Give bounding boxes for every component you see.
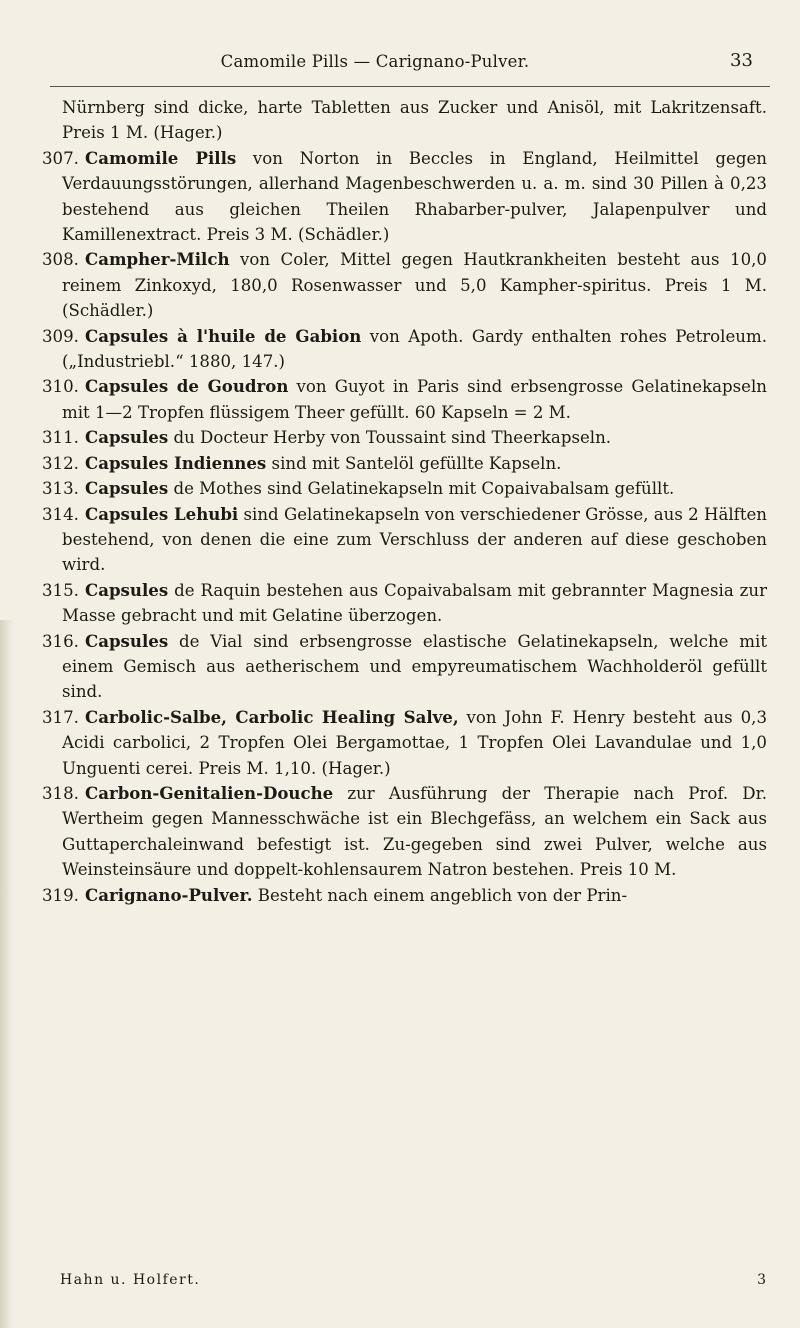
entry-body: von Norton in Beccles in England, Heilmittel gegen Verdauungsstörungen, allerhand Magenbeschwerden u. a. m. sind 30 Pillen à 0,23 bestehend aus gleichen Theilen Rhabarber-pulver, Jalapenpulver und Kamillenextract. Preis 3 M. (Schädler.) [62,148,767,245]
entry-body: von Guyot in Paris sind erbsengrosse Gelatinekapseln mit 1—2 Tropfen flüssigem Theer gefüllt. 60 Kapseln = 2 M. [62,377,767,422]
entry-body: von Coler, Mittel gegen Hautkrankheiten besteht aus 10,0 reinem Zinkoxyd, 180,0 Rosenwasser und 5,0 Kampher-spiritus. Preis 1 M. (Schädler.) [62,250,767,321]
entry-317 [42,705,767,781]
entry-number: 319. [42,885,79,905]
entry-body: de Vial sind erbsengrosse elastische Gelatinekapseln, welche mit einem Gemisch aus aetherischem und empyreumatischem Wachholderöl gefüllt sind. [62,631,767,702]
entry-number: 311. [42,428,79,448]
entry-body: von Apoth. Gardy enthalten rohes Petroleum. („Industriebl.“ 1880, 147.) [62,326,767,372]
entry-312 [42,451,767,476]
entry-number: 308. [42,250,79,270]
running-head: Camomile Pills — Carignano-Pulver. [220,52,530,71]
footer-signature: Hahn u. Holfert. [60,1272,201,1288]
entry-title: Capsules [85,478,169,499]
entry-319 [42,883,767,908]
entry-title: Capsules Lehubi [85,503,239,524]
entry-318 [42,781,767,883]
page-footer [60,1272,766,1288]
entry-309 [42,324,767,375]
entry-number: 314. [42,504,79,524]
entry-body: sind mit Santelöl gefüllte Kapseln. [266,453,562,473]
entry-314 [42,502,767,578]
entry-308 [42,247,767,323]
entry-body: von John F. Henry besteht aus 0,3 Acidi carbolici, 2 Tropfen Olei Bergamottae, 1 Tropfen Olei Lavandulae und 1,0 Unguenti cerei. Preis M. 1,10. (Hager.) [62,707,767,778]
entry-number: 318. [42,783,79,803]
entry-number: 312. [42,453,79,473]
entry-list [42,146,767,908]
entry-number: 309. [42,326,79,346]
entry-title: Capsules [85,427,169,448]
entry-title: Capsules à l'huile de Gabion [85,325,362,346]
entry-body: de Mothes sind Gelatinekapseln mit Copaivabalsam gefüllt. [168,479,675,499]
entry-number: 310. [42,377,79,397]
entry-313 [42,476,767,501]
entry-316 [42,629,767,705]
entry-title: Capsules Indiennes [85,452,267,473]
continued-paragraph: Nürnberg sind dicke, harte Tabletten aus Zucker und Anisöl, mit Lakritzensaft. Preis 1 M. (Hager.) [62,98,767,143]
entry-title: Carbon-Genitalien-Douche [85,782,334,803]
page-number: 33 [730,50,753,71]
entry-number: 313. [42,479,79,499]
entry-number: 315. [42,580,79,600]
sheet-number: 3 [757,1272,766,1288]
entry-number: 317. [42,707,79,727]
entry-body: Besteht nach einem angeblich von der Prin- [252,885,628,905]
entry-title: Carignano-Pulver. [85,884,253,905]
entry-number: 307. [42,148,79,168]
entry-315 [42,578,767,629]
entry-title: Campher-Milch [85,249,230,270]
page-edge-shadow [0,620,14,1328]
entry-title: Capsules [85,630,169,651]
entry-body: du Docteur Herby von Toussaint sind Theerkapseln. [168,428,612,448]
entry-307 [42,146,767,248]
entry-body: de Raquin bestehen aus Copaivabalsam mit gebrannter Magnesia zur Masse gebracht und mit Gelatine überzogen. [62,580,767,626]
entry-body: sind Gelatinekapseln von verschiedener Grösse, aus 2 Hälften bestehend, von denen die eine zum Verschluss der anderen auf diese geschoben wird. [62,504,767,575]
entry-title: Camomile Pills [85,147,237,168]
body-text [42,95,767,908]
entry-310 [42,374,767,425]
entry-311 [42,425,767,450]
header-rule [50,86,770,87]
entry-title: Capsules [85,579,169,600]
entry-number: 316. [42,631,79,651]
entry-title: Capsules de Goudron [85,376,289,397]
entry-title: Carbolic-Salbe, Carbolic Healing Salve, [85,706,459,727]
entry-body: zur Ausführung der Therapie nach Prof. Dr. Wertheim gegen Mannesschwäche ist ein Blechgefäss, an welchem ein Sack aus Guttaperchaleinwand befestigt ist. Zu-gegeben sind zwei Pulver, welche aus Weinsteinsäure und doppelt-kohlensaurem Natron bestehen. Preis 10 M. [62,783,767,880]
